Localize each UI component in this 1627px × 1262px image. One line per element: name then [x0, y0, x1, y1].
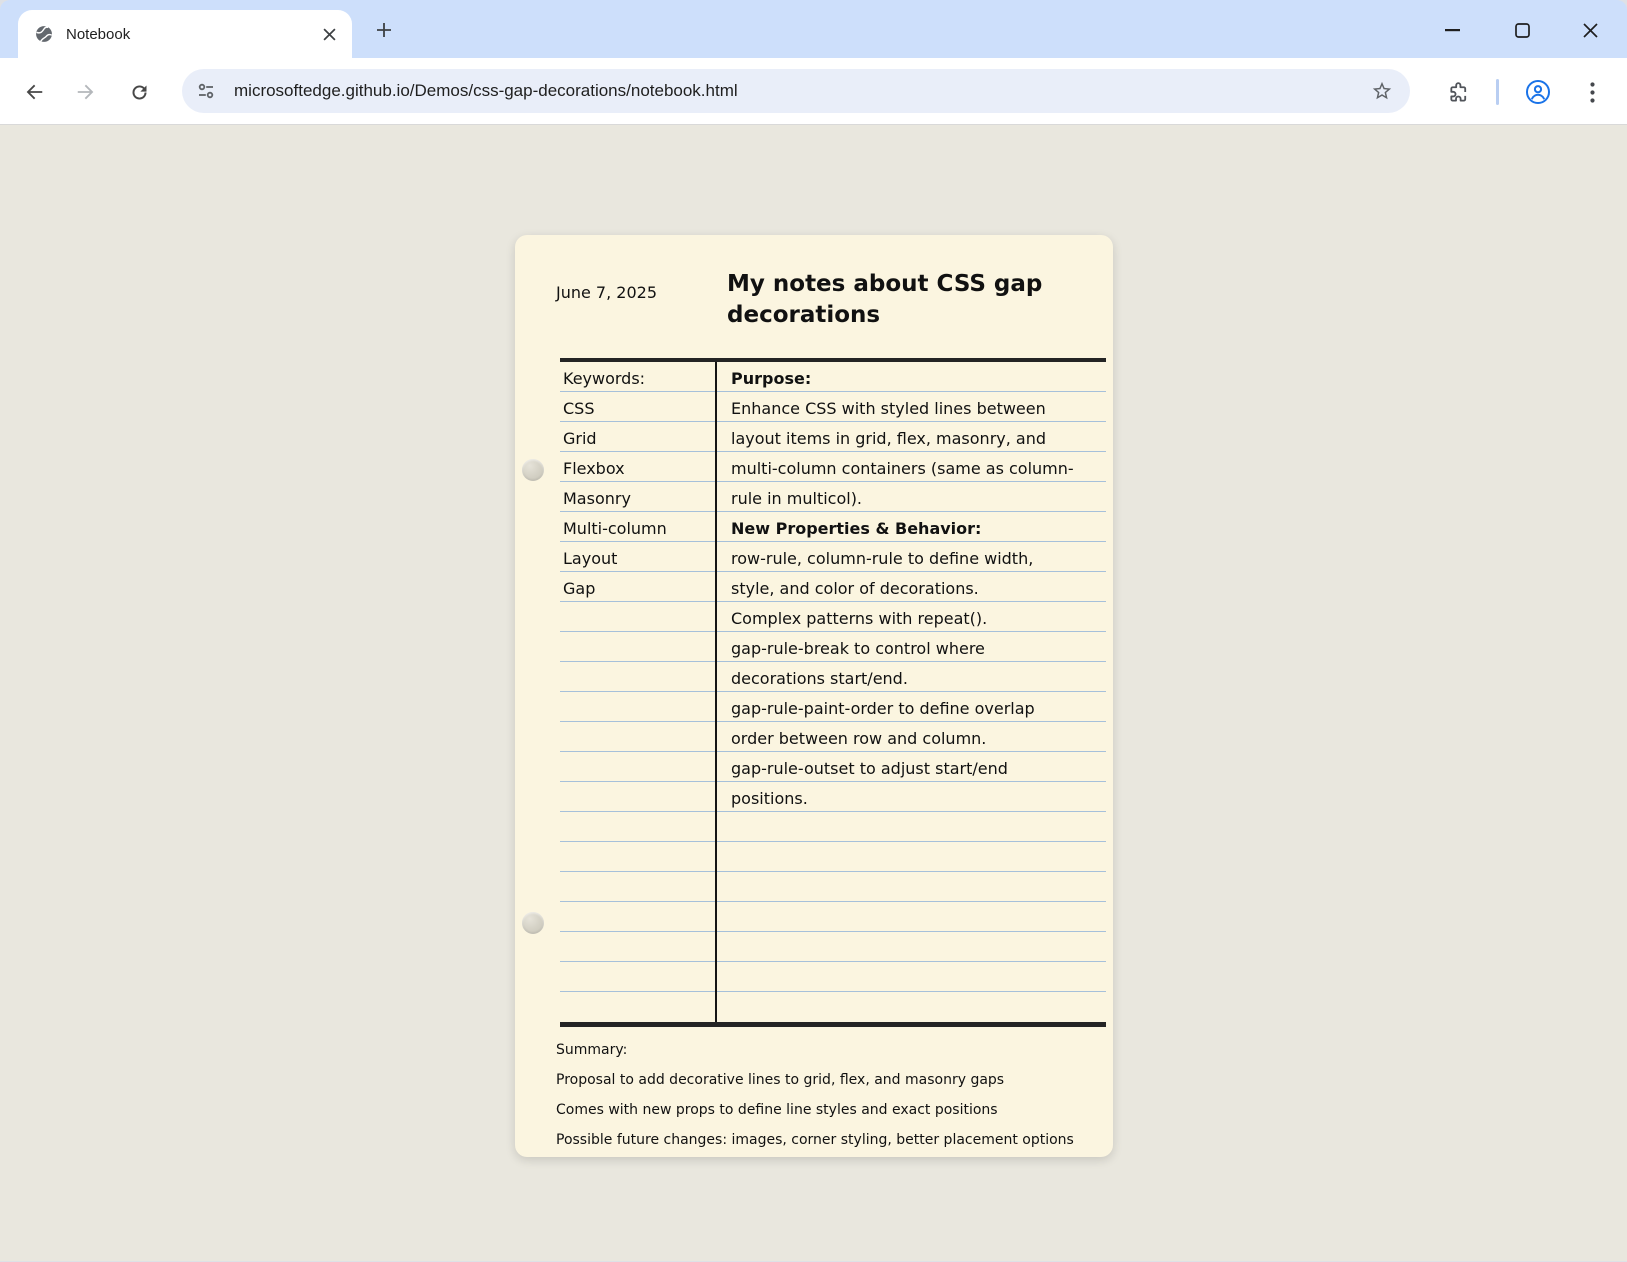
- reload-button[interactable]: [121, 74, 157, 110]
- summary-section: [556, 1035, 1074, 1155]
- toolbar-separator: [1496, 79, 1499, 105]
- keyword-row: Flexbox: [560, 452, 715, 482]
- window-maximize-button[interactable]: [1506, 14, 1538, 46]
- note-title: [727, 269, 1087, 331]
- new-tab-button[interactable]: [370, 16, 398, 44]
- tab-close-icon[interactable]: [318, 23, 340, 45]
- note-date: June 7, 2025: [556, 283, 657, 302]
- globe-favicon-icon: [34, 24, 54, 44]
- keyword-row: Multi-column: [560, 512, 715, 542]
- purpose-column: [717, 362, 1106, 1022]
- keyword-row: [560, 692, 715, 722]
- keyword-row: [560, 662, 715, 692]
- profile-avatar-icon[interactable]: [1521, 75, 1555, 109]
- purpose-row: row-rule, column-rule to define width,: [717, 542, 1106, 572]
- purpose-row: [717, 812, 1106, 842]
- url-text[interactable]: microsoftedge.github.io/Demos/css-gap-decorations/notebook.html: [234, 81, 738, 100]
- purpose-header: New Properties & Behavior:: [717, 512, 1106, 542]
- keyword-row: Layout: [560, 542, 715, 572]
- keywords-header: Keywords:: [560, 362, 715, 392]
- keyword-row: [560, 752, 715, 782]
- purpose-row: style, and color of decorations.: [717, 572, 1106, 602]
- keyword-row: [560, 782, 715, 812]
- purpose-row: gap-rule-paint-order to define overlap: [717, 692, 1106, 722]
- site-settings-icon[interactable]: [196, 81, 216, 101]
- notes-table: [560, 358, 1106, 1027]
- purpose-header: Purpose:: [717, 362, 1106, 392]
- purpose-row: rule in multicol).: [717, 482, 1106, 512]
- forward-button[interactable]: [68, 74, 104, 110]
- page-content: [0, 125, 1627, 1261]
- keyword-row: [560, 842, 715, 872]
- purpose-row: [717, 842, 1106, 872]
- purpose-row: Enhance CSS with styled lines between: [717, 392, 1106, 422]
- extensions-icon[interactable]: [1441, 75, 1475, 109]
- browser-menu-icon[interactable]: [1575, 75, 1609, 109]
- keyword-row: CSS: [560, 392, 715, 422]
- purpose-row: order between row and column.: [717, 722, 1106, 752]
- punch-hole: [522, 459, 544, 481]
- keyword-row: Gap: [560, 572, 715, 602]
- purpose-row: [717, 872, 1106, 902]
- summary-line: Possible future changes: images, corner styling, better placement options: [556, 1132, 1074, 1148]
- keyword-row: [560, 962, 715, 992]
- purpose-row: [717, 932, 1106, 962]
- keyword-row: Masonry: [560, 482, 715, 512]
- purpose-row: positions.: [717, 782, 1106, 812]
- window-minimize-button[interactable]: [1436, 14, 1468, 46]
- keyword-row: [560, 902, 715, 932]
- purpose-row: [717, 902, 1106, 932]
- purpose-row: decorations start/end.: [717, 662, 1106, 692]
- window-close-button[interactable]: [1574, 14, 1606, 46]
- summary-label: Summary:: [556, 1042, 628, 1058]
- keyword-row: [560, 992, 715, 1022]
- keyword-row: [560, 722, 715, 752]
- purpose-row: [717, 992, 1106, 1022]
- note-title-line2: decorations: [727, 302, 881, 328]
- keyword-row: Grid: [560, 422, 715, 452]
- address-bar[interactable]: [182, 69, 1410, 113]
- keyword-row: [560, 872, 715, 902]
- purpose-row: layout items in grid, flex, masonry, and: [717, 422, 1106, 452]
- purpose-row: multi-column containers (same as column-: [717, 452, 1106, 482]
- keyword-row: [560, 812, 715, 842]
- notebook-card: [515, 235, 1113, 1157]
- note-title-line1: My notes about CSS gap: [727, 271, 1043, 297]
- purpose-row: Complex patterns with repeat().: [717, 602, 1106, 632]
- summary-line: Comes with new props to define line styles and exact positions: [556, 1102, 998, 1118]
- browser-toolbar: [0, 58, 1627, 125]
- tab-notebook[interactable]: [18, 10, 352, 58]
- keywords-column: [560, 362, 717, 1022]
- keyword-row: [560, 632, 715, 662]
- tab-title: Notebook: [66, 25, 131, 43]
- purpose-row: gap-rule-outset to adjust start/end: [717, 752, 1106, 782]
- back-button[interactable]: [16, 74, 52, 110]
- keyword-row: [560, 932, 715, 962]
- purpose-row: [717, 962, 1106, 992]
- summary-line: Proposal to add decorative lines to grid, flex, and masonry gaps: [556, 1072, 1005, 1088]
- tab-strip: [0, 0, 1627, 58]
- purpose-row: gap-rule-break to control where: [717, 632, 1106, 662]
- punch-hole: [522, 912, 544, 934]
- keyword-row: [560, 602, 715, 632]
- bookmark-star-icon[interactable]: [1368, 77, 1396, 105]
